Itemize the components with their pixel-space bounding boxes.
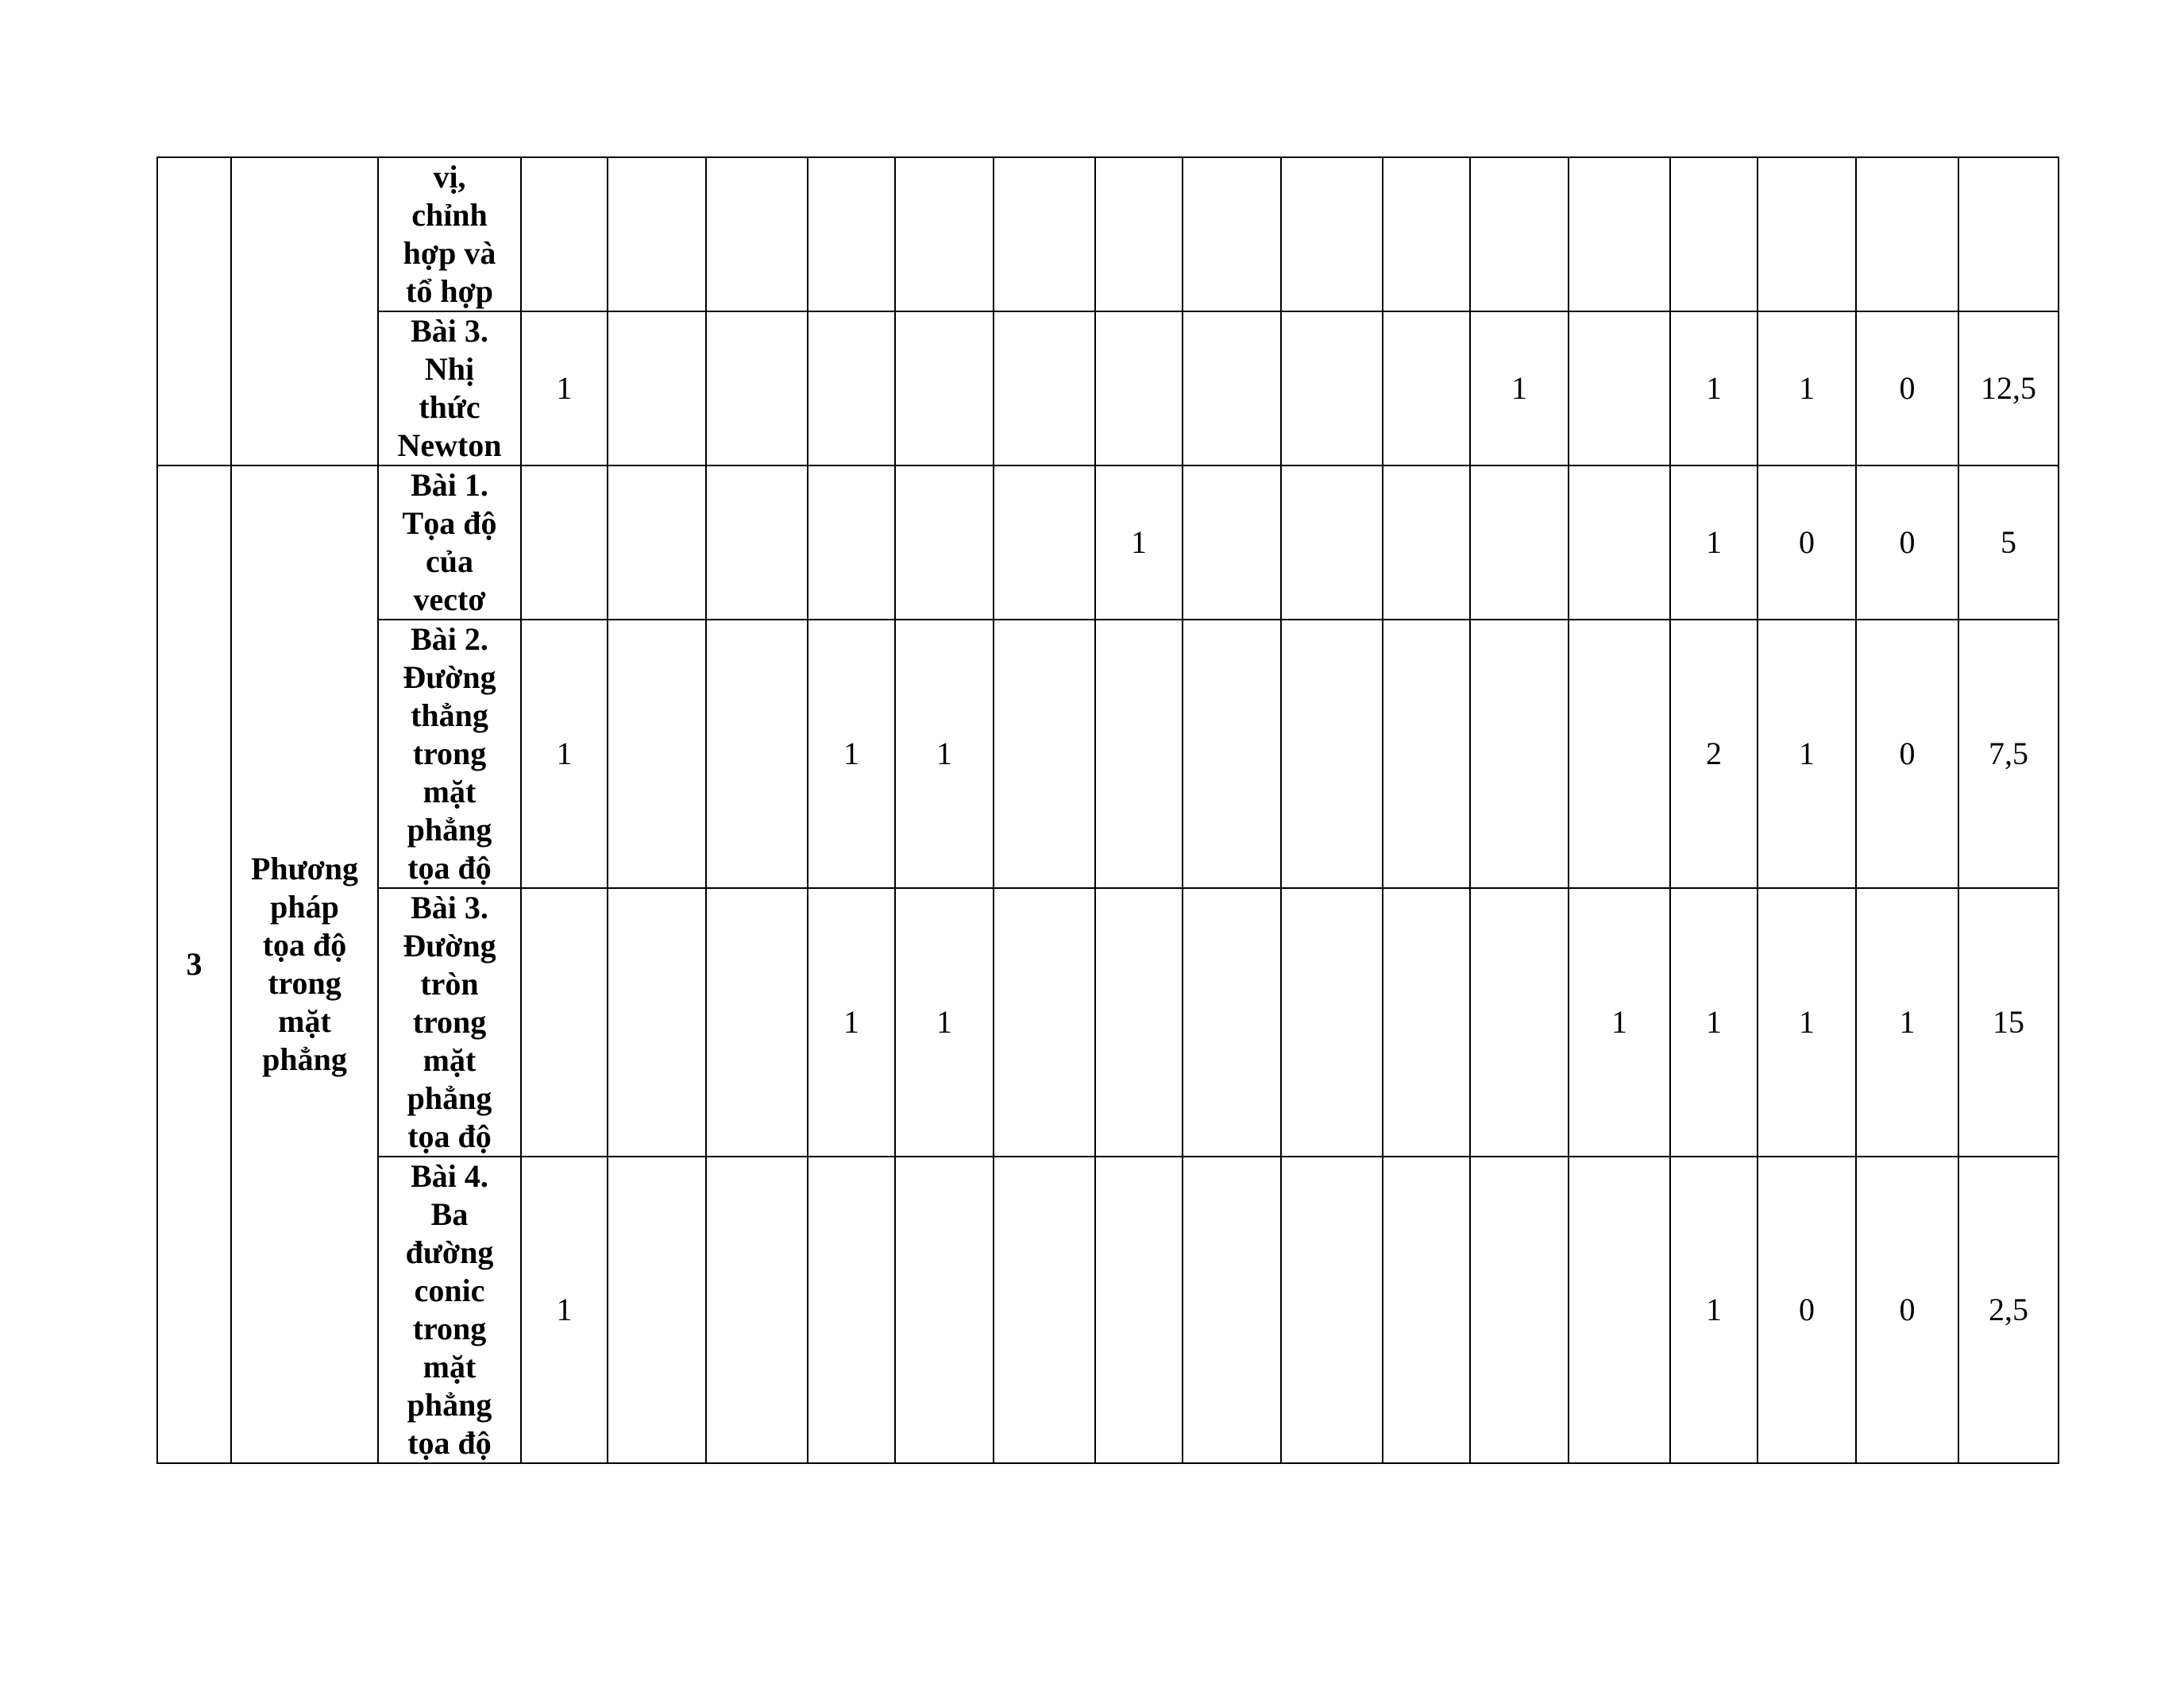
count-cell [1095,1157,1183,1463]
count-cell [1383,311,1470,465]
table-row [157,620,2059,888]
lesson-line: trong [412,1311,487,1346]
table-row [157,311,2059,465]
count-cell [1183,465,1281,620]
table-row [157,157,2059,311]
count-cell [1958,157,2059,311]
lesson-line: phẳng [407,812,492,848]
count-cell: 1 [521,311,608,465]
count-cell [706,465,808,620]
lesson-line: mặt [423,1349,477,1385]
lesson-cell [378,311,521,465]
count-cell [994,157,1095,311]
count-cell [706,1157,808,1463]
count-cell: 1 [1856,888,1958,1157]
count-cell: 0 [1856,620,1958,888]
count-cell [895,311,994,465]
count-cell [1281,1157,1383,1463]
count-cell [1470,620,1569,888]
topic-line: trong [268,965,341,1001]
count-cell: 0 [1856,465,1958,620]
count-cell [1383,1157,1470,1463]
count-cell [994,1157,1095,1463]
count-cell: 1 [1670,465,1758,620]
count-cell [1569,1157,1670,1463]
lesson-line: Ba [430,1196,469,1232]
count-cell [608,465,706,620]
count-cell [1183,888,1281,1157]
count-cell [706,311,808,465]
count-cell: 2 [1670,620,1758,888]
lesson-line: của [426,543,473,579]
count-cell [1758,157,1856,311]
count-cell [1470,888,1569,1157]
stt-cell: 3 [157,465,231,1463]
count-cell [994,311,1095,465]
lesson-line: đường [405,1234,494,1270]
count-cell [1281,620,1383,888]
lesson-line: mặt [423,774,477,809]
topic-line: tọa độ [262,927,347,963]
count-cell [1281,888,1383,1157]
lesson-line: tổ hợp [406,273,493,309]
count-cell [521,157,608,311]
lesson-line: tọa độ [407,850,492,886]
count-cell [1569,620,1670,888]
lesson-line: chỉnh [411,197,488,233]
table-row [157,465,2059,620]
lesson-line: phẳng [407,1080,492,1116]
lesson-line: Bài 1. [411,467,488,503]
lesson-line: Bài 3. [411,313,488,349]
lesson-line: thức [419,389,480,425]
count-cell: 5 [1958,465,2059,620]
lesson-line: tọa độ [407,1118,492,1154]
count-cell [1281,311,1383,465]
lesson-line: vị, [433,159,466,195]
count-cell [706,888,808,1157]
count-cell [1095,311,1183,465]
lesson-cell [378,620,521,888]
topic-cell-empty [231,157,378,465]
count-cell: 12,5 [1958,311,2059,465]
count-cell: 1 [808,620,895,888]
lesson-line: Bài 3. [411,890,488,925]
count-cell [1281,465,1383,620]
count-cell [608,1157,706,1463]
count-cell: 1 [1569,888,1670,1157]
count-cell [608,311,706,465]
lesson-line: trong [412,736,487,771]
count-cell: 1 [1758,620,1856,888]
count-cell [1183,157,1281,311]
count-cell [608,620,706,888]
count-cell [1095,157,1183,311]
count-cell: 1 [521,620,608,888]
count-cell [1183,311,1281,465]
topic-cell [231,465,378,1463]
count-cell [1569,157,1670,311]
count-cell [1383,157,1470,311]
count-cell [895,465,994,620]
count-cell: 1 [1758,888,1856,1157]
lesson-line: conic [414,1273,485,1308]
lesson-line: phẳng [407,1387,492,1423]
count-cell [1470,1157,1569,1463]
count-cell [994,888,1095,1157]
lesson-line: Bài 2. [411,621,488,657]
lesson-line: tròn [420,966,479,1002]
count-cell: 0 [1758,465,1856,620]
count-cell [994,465,1095,620]
count-cell [808,157,895,311]
lesson-line: mặt [423,1042,477,1078]
count-cell [895,157,994,311]
lesson-line: Nhị [424,351,475,387]
count-cell [1470,465,1569,620]
topic-line: pháp [270,889,339,925]
count-cell [1670,157,1758,311]
count-cell: 15 [1958,888,2059,1157]
count-cell [1095,620,1183,888]
count-cell [1183,1157,1281,1463]
count-cell [1281,157,1383,311]
lesson-line: tọa độ [407,1425,492,1461]
count-cell: 1 [1670,1157,1758,1463]
count-cell [706,157,808,311]
count-cell: 1 [808,888,895,1157]
count-cell [808,311,895,465]
topic-line: mặt [278,1003,331,1039]
count-cell [521,465,608,620]
count-cell [1183,620,1281,888]
count-cell: 0 [1856,311,1958,465]
count-cell [1569,311,1670,465]
count-cell: 1 [1095,465,1183,620]
count-cell: 0 [1856,1157,1958,1463]
count-cell: 7,5 [1958,620,2059,888]
lesson-line: Bài 4. [411,1158,488,1194]
lesson-cell [378,465,521,620]
lesson-line: vectơ [413,581,486,617]
count-cell [895,1157,994,1463]
count-cell [1569,465,1670,620]
count-cell [521,888,608,1157]
assessment-matrix-table [156,156,2059,1464]
count-cell [1383,465,1470,620]
count-cell [608,888,706,1157]
table-row [157,1157,2059,1463]
lesson-line: hợp và [403,235,496,271]
count-cell [1383,888,1470,1157]
topic-line: Phương [250,851,359,886]
count-cell [808,1157,895,1463]
count-cell: 1 [521,1157,608,1463]
lesson-line: Newton [397,427,502,463]
count-cell [1095,888,1183,1157]
lesson-cell [378,157,521,311]
count-cell: 2,5 [1958,1157,2059,1463]
count-cell [994,620,1095,888]
count-cell: 1 [895,888,994,1157]
count-cell [706,620,808,888]
count-cell: 1 [1470,311,1569,465]
count-cell: 1 [895,620,994,888]
count-cell [1856,157,1958,311]
count-cell [1470,157,1569,311]
lesson-cell [378,1157,521,1463]
count-cell: 0 [1758,1157,1856,1463]
lesson-line: Đường [403,659,496,695]
lesson-line: thẳng [411,697,488,733]
topic-line: phẳng [262,1041,347,1077]
count-cell [808,465,895,620]
table-row [157,888,2059,1157]
stt-cell-empty [157,157,231,465]
lesson-line: trong [412,1004,487,1040]
lesson-line: Đường [403,928,496,964]
lesson-line: Tọa độ [402,505,497,541]
count-cell [608,157,706,311]
lesson-cell [378,888,521,1157]
count-cell: 1 [1670,888,1758,1157]
count-cell: 1 [1758,311,1856,465]
count-cell: 1 [1670,311,1758,465]
count-cell [1383,620,1470,888]
